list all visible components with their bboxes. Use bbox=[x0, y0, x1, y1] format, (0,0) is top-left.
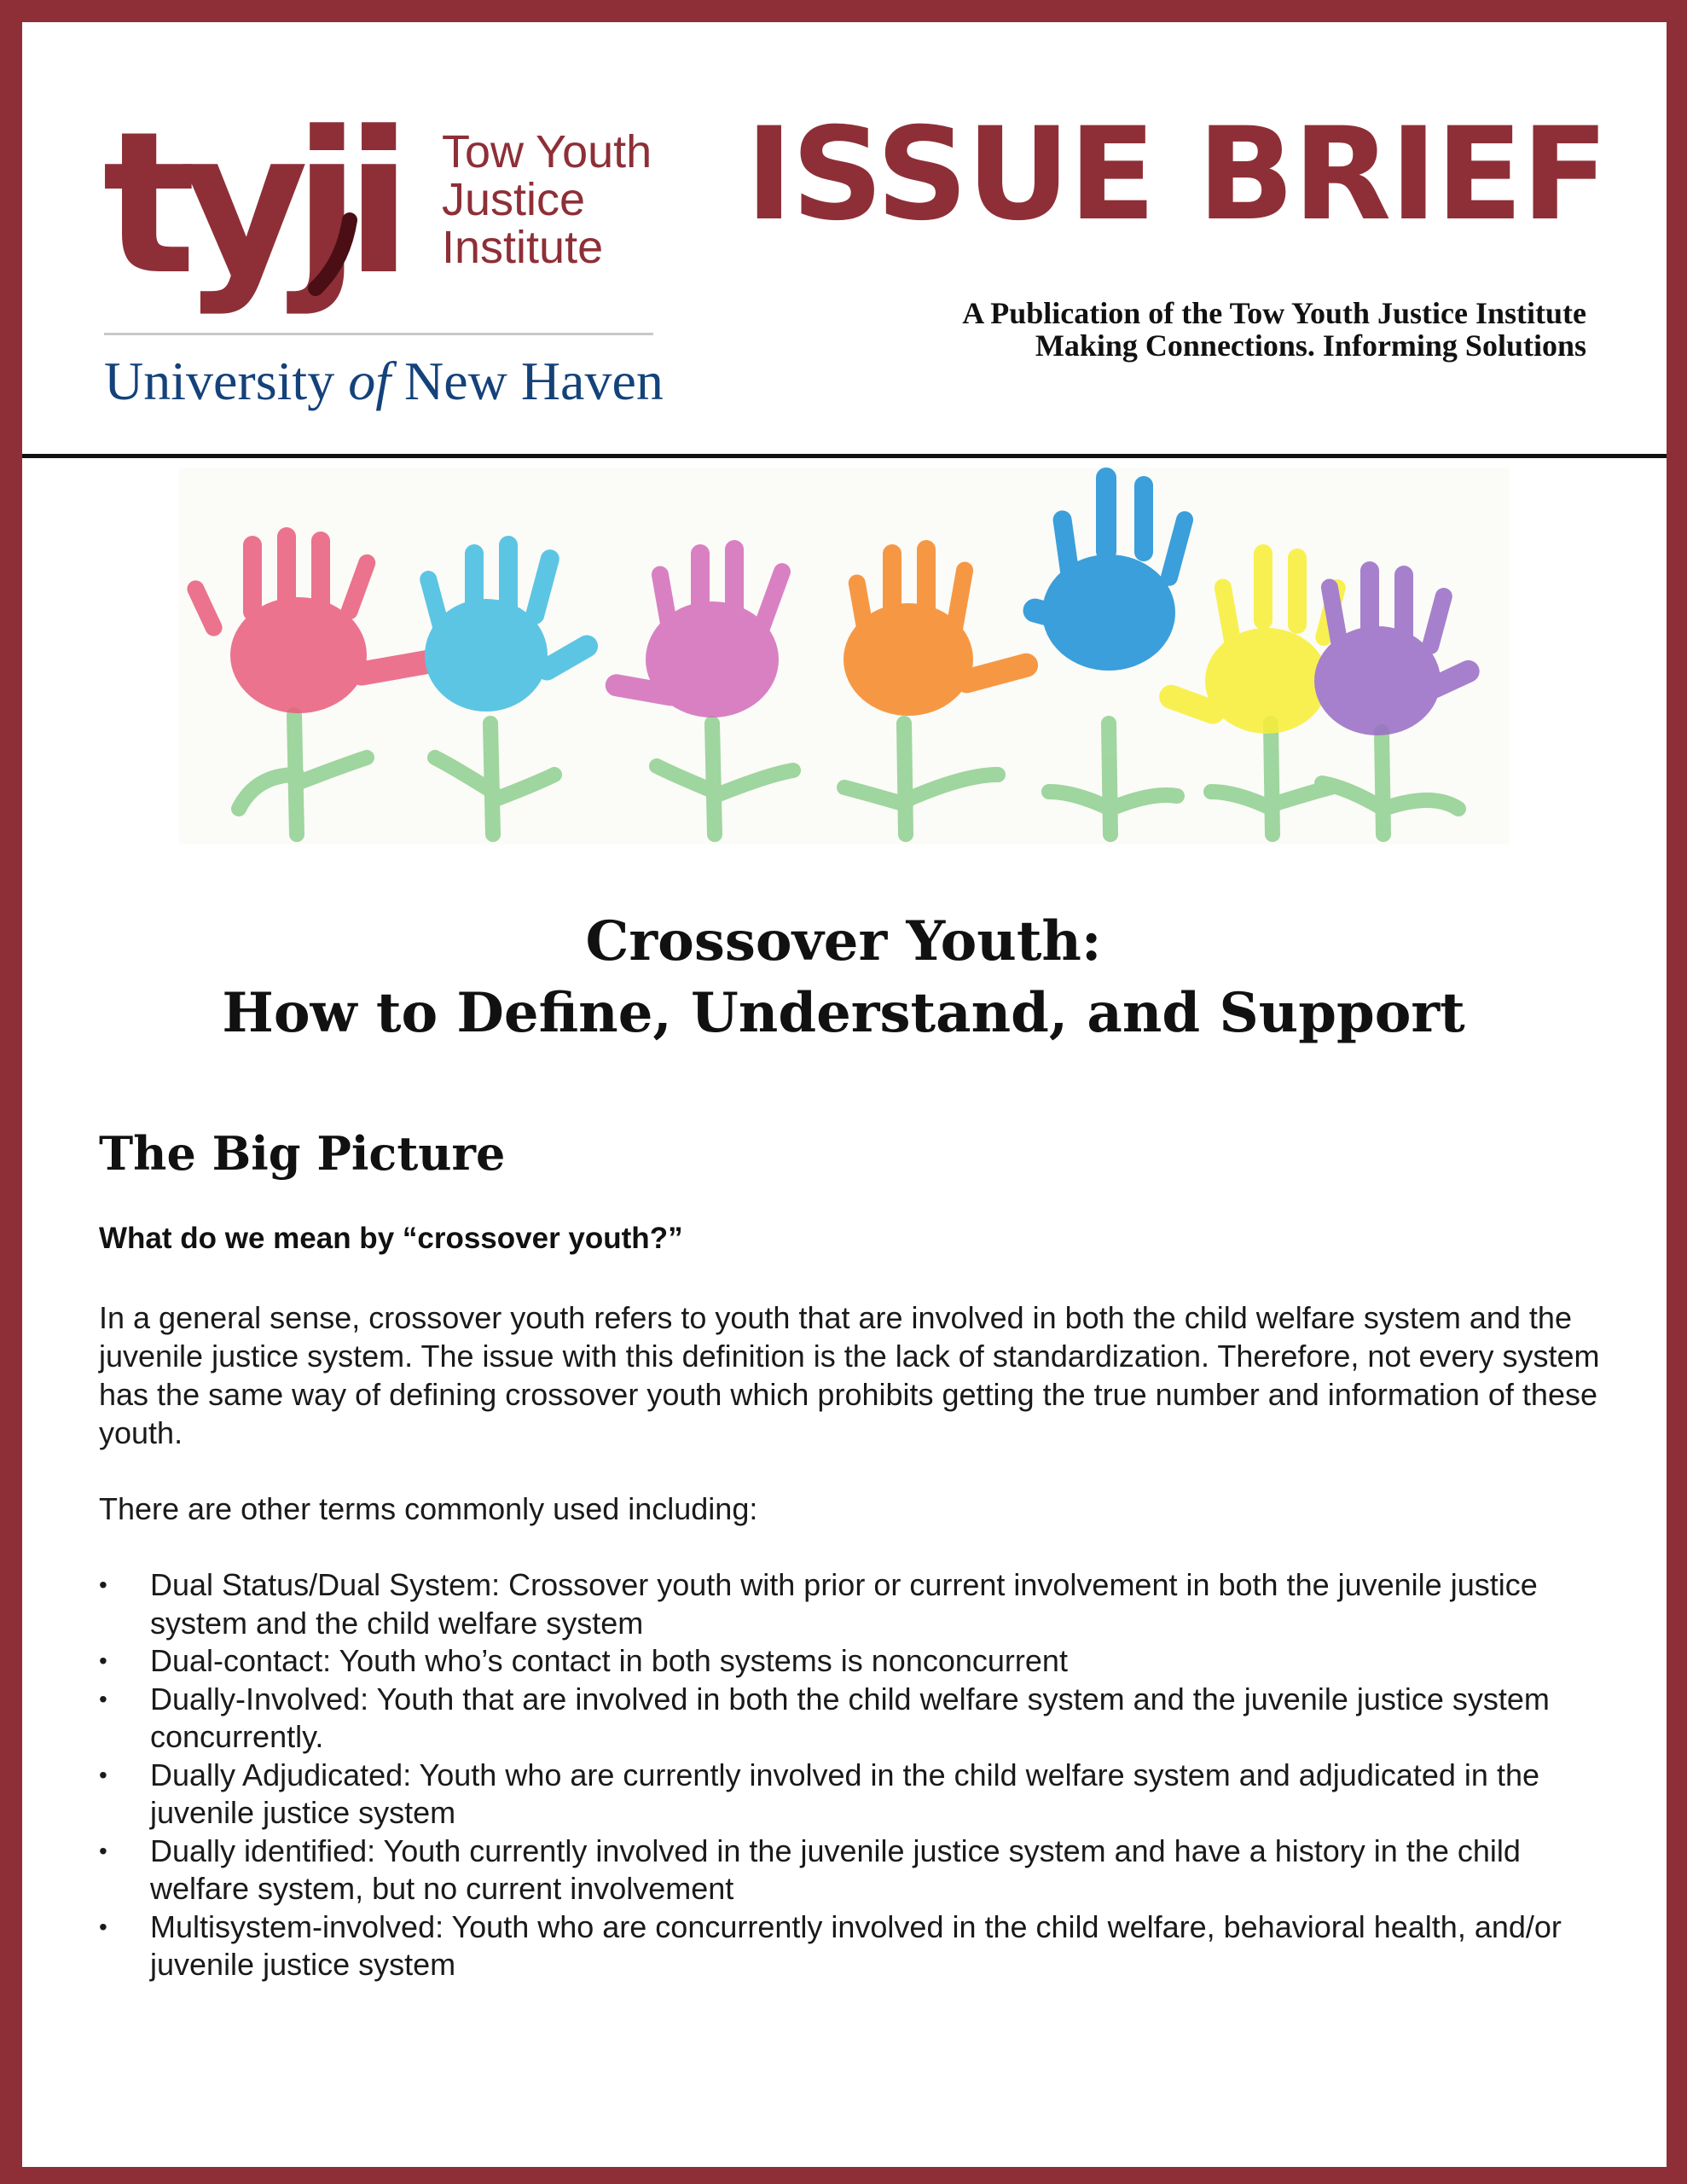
list-item bbox=[99, 1642, 1600, 1681]
logo-divider bbox=[104, 333, 653, 335]
paragraph-other-terms: There are other terms commonly used including: bbox=[99, 1491, 758, 1526]
logo-line-3: Institute bbox=[442, 222, 604, 273]
logo-line-2: Justice bbox=[442, 174, 586, 225]
brief-title-line-1: Crossover Youth: bbox=[585, 909, 1102, 973]
university-italic: of bbox=[348, 351, 391, 411]
logo-name bbox=[442, 128, 652, 271]
university-part-2: New Haven bbox=[390, 351, 664, 411]
bullet-icon: • bbox=[99, 1647, 107, 1674]
logo-line-1: Tow Youth bbox=[442, 126, 652, 177]
issue-brief-title: ISSUE BRIEF bbox=[745, 101, 1608, 249]
university-name bbox=[104, 350, 701, 413]
list-item bbox=[99, 1681, 1600, 1757]
bullet-icon: • bbox=[99, 1761, 107, 1788]
logo-mark-text: tyji bbox=[102, 92, 397, 318]
list-item bbox=[99, 1908, 1600, 1984]
bullet-icon: • bbox=[99, 1913, 107, 1940]
list-item-text: Dually identified: Youth currently involved in the juvenile justice system and have a history in the child welfare system, but no current involvement bbox=[150, 1833, 1521, 1906]
list-item-text: Dual-contact: Youth who’s contact in both systems is nonconcurrent bbox=[150, 1643, 1068, 1678]
bullet-icon: • bbox=[99, 1571, 107, 1598]
section-heading: The Big Picture bbox=[99, 1126, 506, 1181]
header-divider bbox=[22, 454, 1667, 458]
tagline: Making Connections. Informing Solutions bbox=[1035, 328, 1586, 363]
list-item bbox=[99, 1757, 1600, 1833]
handprint-flowers-image bbox=[179, 468, 1510, 845]
university-part-1: University bbox=[104, 351, 349, 411]
list-item-text: Multisystem-involved: Youth who are concurrently involved in the child welfare, behavioral health, and/or juvenile justice system bbox=[150, 1908, 1562, 1982]
bullet-icon: • bbox=[99, 1837, 107, 1864]
terms-list bbox=[99, 1566, 1600, 1984]
list-item-text: Dual Status/Dual System: Crossover youth with prior or current involvement in both the juvenile justice system and the child welfare system bbox=[150, 1567, 1538, 1641]
list-item bbox=[99, 1833, 1600, 1908]
section-question: What do we mean by “crossover youth?” bbox=[99, 1222, 683, 1255]
brief-title-line-2: How to Define, Understand, and Support bbox=[222, 981, 1465, 1045]
list-item-text: Dually Adjudicated: Youth who are currently involved in the child welfare system and adjudicated in the juvenile justice system bbox=[150, 1757, 1539, 1830]
list-item-text: Dually-Involved: Youth that are involved in both the child welfare system and the juvenile justice system concurrently. bbox=[150, 1681, 1550, 1754]
bullet-icon: • bbox=[99, 1685, 107, 1712]
tyji-logo-mark bbox=[102, 92, 409, 322]
paragraph-definition: In a general sense, crossover youth refers to youth that are involved in both the child welfare system and the juvenile justice system. The issue with this definition is the lack of standardization. Therefore, not every system has the same way of defining crossover youth which prohibits getting the true number and information of these youth. bbox=[99, 1300, 1600, 1450]
list-item bbox=[99, 1566, 1600, 1642]
publication-line: A Publication of the Tow Youth Justice Institute bbox=[962, 296, 1586, 330]
